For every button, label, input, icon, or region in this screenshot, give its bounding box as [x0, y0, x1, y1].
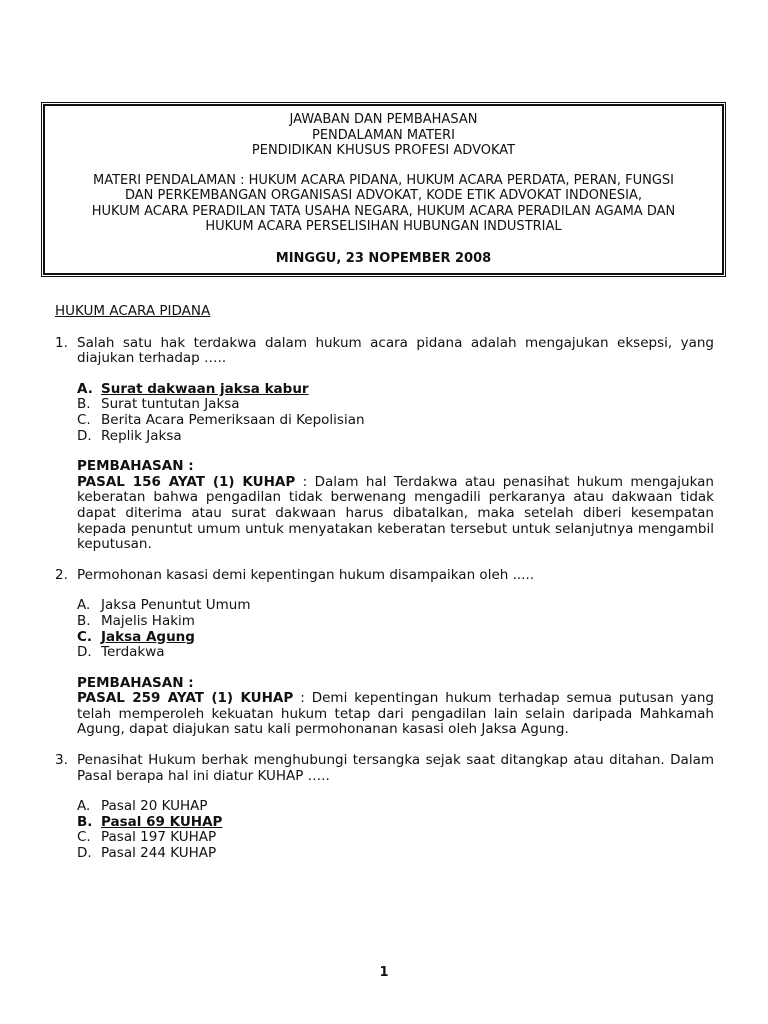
- option-text: Berita Acara Pemeriksaan di Kepolisian: [101, 411, 365, 428]
- discussion-text: : Demi kepentingan hukum terhadap semua putusan yang telah memperoleh kekuatan hukum tetap dari pengadilan lain selain daripada Mahkamah Agung, dapat diajukan satu kali permohonanan kasasi oleh Jaksa Agung.: [77, 690, 714, 738]
- option-letter: B.: [77, 612, 91, 629]
- discussion-body: [77, 475, 714, 553]
- header-date: MINGGU, 23 NOPEMBER 2008: [275, 250, 492, 266]
- discussion-reference: PASAL 259 AYAT (1) KUHAP: [77, 690, 294, 707]
- option-letter: A.: [77, 380, 93, 397]
- header-subject: [50, 173, 717, 235]
- question-number: 3.: [55, 752, 68, 769]
- option-c: [77, 830, 714, 846]
- option-text: Terdakwa: [101, 644, 165, 661]
- option-text: Surat dakwaan jaksa kabur: [101, 380, 309, 397]
- options-list: [77, 382, 714, 444]
- header-title-2: PENDALAMAN MATERI: [312, 127, 455, 143]
- discussion-text: : Dalam hal Terdakwa atau penasihat hukum mengajukan keberatan bahwa pengadilan tidak berwenang mengadili perkaranya atau dakwaan tidak dapat diterima atau surat dakwaan harus dibatalkan, maka setelah diberi kesempatan kepada penuntut umum untuk menyatakan keberatan tersebut untuk selanjutnya mengambil keputusan.: [77, 473, 714, 553]
- option-letter: C.: [77, 628, 93, 645]
- option-text: Pasal 244 KUHAP: [101, 845, 217, 862]
- option-c: [77, 630, 714, 646]
- question-text: Penasihat Hukum berhak menghubungi tersangka sejak saat ditangkap atau ditahan. Dalam Pasal berapa hal ini diatur KUHAP …..: [77, 752, 714, 784]
- section-title: HUKUM ACARA PIDANA: [55, 303, 211, 319]
- option-text: Pasal 20 KUHAP: [101, 798, 208, 815]
- header-content: [50, 112, 717, 269]
- option-d: [77, 846, 714, 862]
- header-subject-line-2: DAN PERKEMBANGAN ORGANISASI ADVOKAT, KODE ETIK ADVOKAT INDONESIA,: [124, 188, 642, 203]
- discussion-title: PEMBAHASAN :: [77, 674, 194, 691]
- option-letter: B.: [77, 396, 91, 413]
- option-text: Pasal 69 KUHAP: [101, 813, 223, 830]
- header-subject-line-4: HUKUM ACARA PERSELISIHAN HUBUNGAN INDUSTRIAL: [205, 219, 562, 234]
- option-letter: A.: [77, 798, 91, 815]
- option-text: Surat tuntutan Jaksa: [101, 396, 240, 413]
- question-2: [55, 568, 714, 584]
- document-body: [55, 304, 714, 877]
- option-d: [77, 645, 714, 661]
- header-title-1: JAWABAN DAN PEMBAHASAN: [289, 112, 478, 127]
- option-a: [77, 598, 714, 614]
- header-title-3: PENDIDIKAN KHUSUS PROFESI ADVOKAT: [251, 143, 516, 158]
- option-text: Replik Jaksa: [101, 427, 182, 444]
- question-number: 1.: [55, 334, 68, 351]
- question-number: 2.: [55, 566, 68, 583]
- header-subject-line-1: MATERI PENDALAMAN : HUKUM ACARA PIDANA, HUKUM ACARA PERDATA, PERAN, FUNGSI: [92, 172, 674, 188]
- question-3: [55, 753, 714, 784]
- discussion-reference: PASAL 156 AYAT (1) KUHAP: [77, 473, 296, 490]
- discussion-title: PEMBAHASAN :: [77, 458, 194, 475]
- option-c: [77, 413, 714, 429]
- option-letter: A.: [77, 597, 91, 614]
- option-text: Jaksa Penuntut Umum: [101, 597, 251, 614]
- discussion-body: [77, 691, 714, 738]
- option-letter: C.: [77, 829, 91, 846]
- option-letter: B.: [77, 813, 93, 830]
- option-letter: D.: [77, 644, 92, 661]
- header-box: [41, 102, 726, 277]
- option-text: Jaksa Agung: [101, 628, 195, 645]
- question-1: [55, 336, 714, 367]
- option-b: [77, 397, 714, 413]
- question-text: Salah satu hak terdakwa dalam hukum acara pidana adalah mengajukan eksepsi, yang diajukan terhadap …..: [77, 334, 714, 367]
- option-b: [77, 614, 714, 630]
- option-letter: D.: [77, 427, 92, 444]
- option-letter: C.: [77, 411, 91, 428]
- discussion-2: [77, 676, 714, 738]
- option-b: [77, 815, 714, 831]
- option-text: Pasal 197 KUHAP: [101, 829, 217, 846]
- option-a: [77, 799, 714, 815]
- page-number: 1: [379, 965, 389, 980]
- option-letter: D.: [77, 845, 92, 862]
- header-subject-line-3: HUKUM ACARA PERADILAN TATA USAHA NEGARA, HUKUM ACARA PERADILAN AGAMA DAN: [91, 203, 676, 219]
- discussion-1: [77, 459, 714, 553]
- options-list: [77, 799, 714, 861]
- option-text: Majelis Hakim: [101, 612, 195, 629]
- option-a: [77, 382, 714, 398]
- options-list: [77, 598, 714, 660]
- question-text: Permohonan kasasi demi kepentingan hukum disampaikan oleh .....: [77, 566, 535, 583]
- option-d: [77, 429, 714, 445]
